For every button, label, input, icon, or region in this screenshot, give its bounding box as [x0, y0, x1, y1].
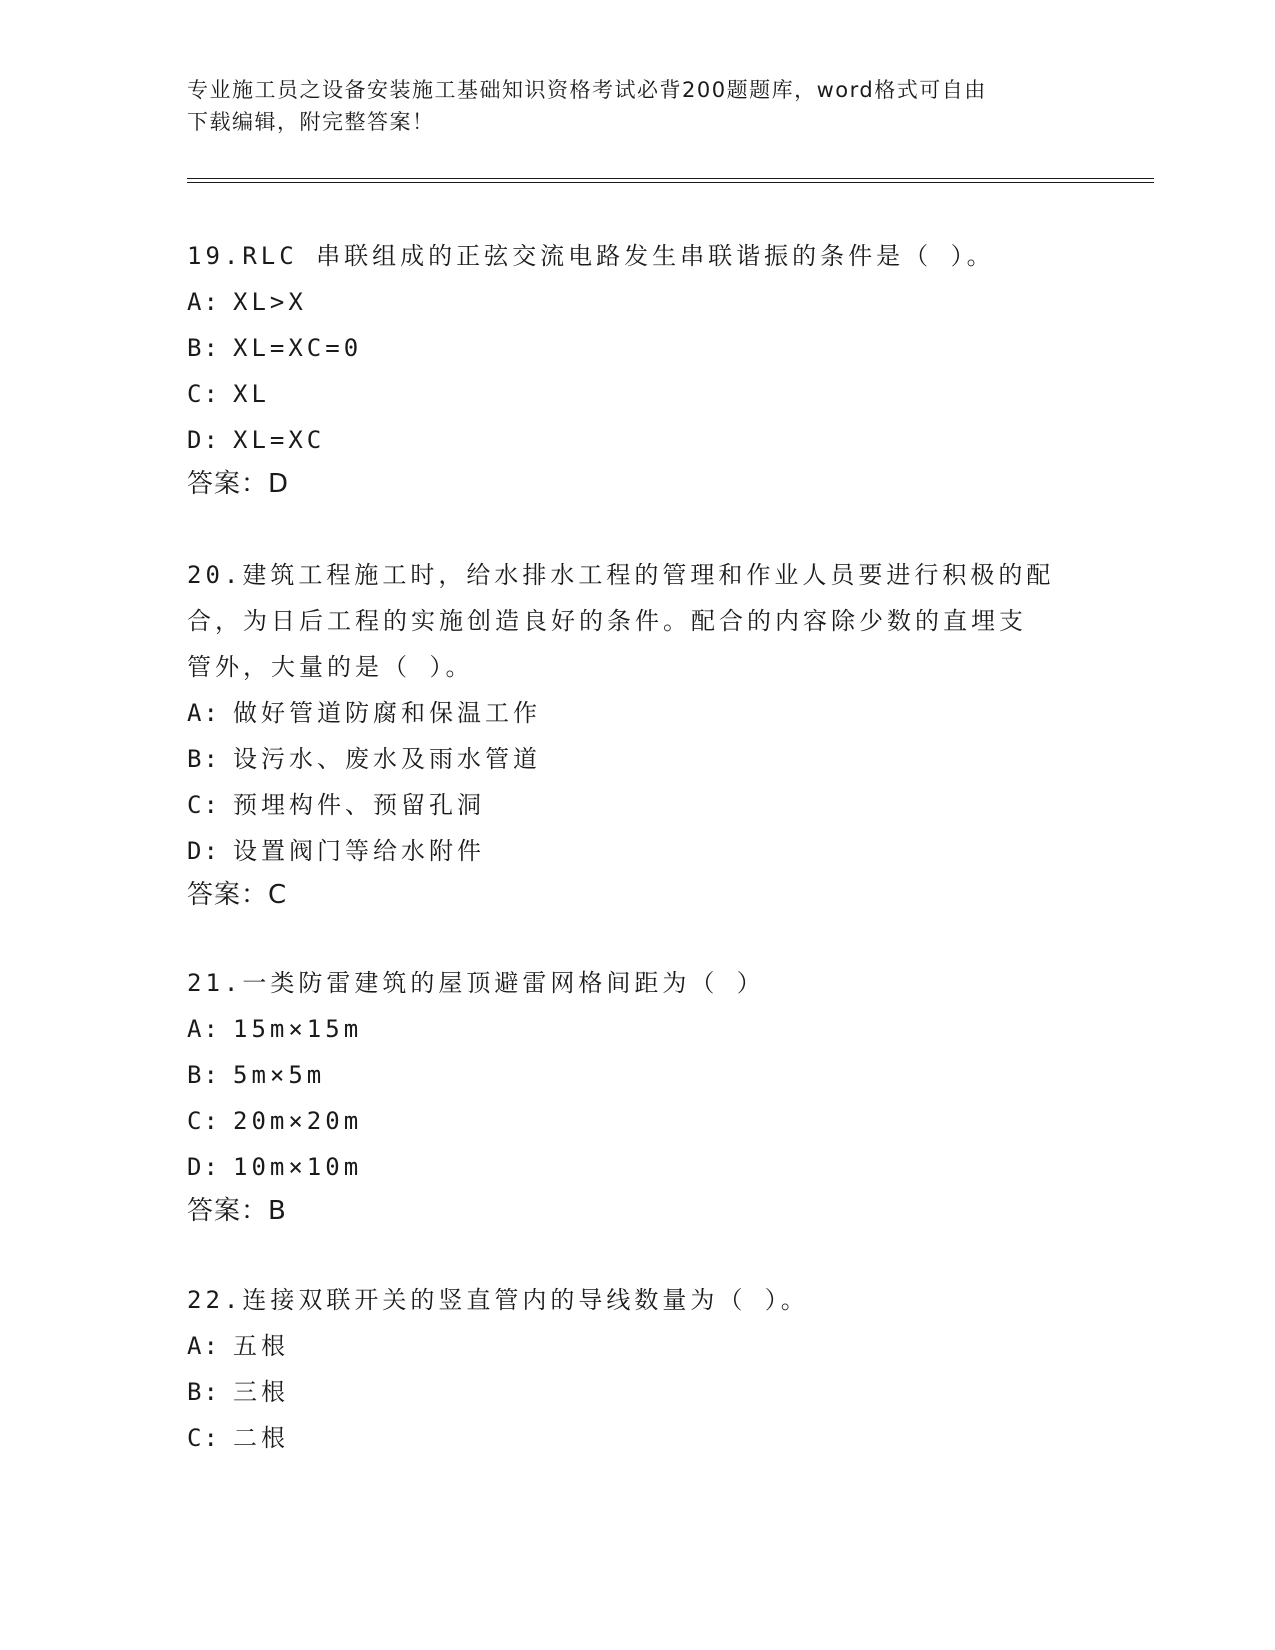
option-letter: D: — [187, 1153, 220, 1181]
answer-label: 答案：B — [187, 1196, 287, 1226]
option-d — [187, 828, 1087, 874]
option-c — [187, 371, 1087, 417]
option-b — [187, 325, 1087, 371]
question-20 — [187, 552, 1087, 916]
question-stem-line: 20.建筑工程施工时，给水排水工程的管理和作业人员要进行积极的配 — [187, 561, 1055, 589]
question-stem — [187, 233, 1087, 279]
option-letter: A: — [187, 1332, 220, 1360]
option-letter: B: — [187, 745, 220, 773]
option-text: 设污水、废水及雨水管道 — [233, 745, 541, 773]
option-text: 二根 — [233, 1424, 289, 1452]
option-c — [187, 1098, 1087, 1144]
option-letter: B: — [187, 1061, 220, 1089]
option-b — [187, 736, 1087, 782]
answer-label: 答案：D — [187, 469, 290, 499]
option-b — [187, 1052, 1087, 1098]
option-letter: C: — [187, 380, 220, 408]
question-stem-line: 管外，大量的是（ ）。 — [187, 653, 474, 681]
option-c — [187, 782, 1087, 828]
document-header — [187, 74, 1067, 138]
option-a — [187, 1006, 1087, 1052]
option-letter: C: — [187, 1424, 220, 1452]
option-letter: D: — [187, 426, 220, 454]
option-d — [187, 1144, 1087, 1190]
question-stem — [187, 1277, 1087, 1323]
option-letter: A: — [187, 699, 220, 727]
option-text: XL=XC — [233, 426, 326, 454]
option-text: 15m×15m — [233, 1015, 363, 1043]
option-a — [187, 279, 1087, 325]
option-letter: B: — [187, 1378, 220, 1406]
option-letter: A: — [187, 288, 220, 316]
option-letter: A: — [187, 1015, 220, 1043]
option-text: XL — [233, 380, 270, 408]
option-text: 预埋构件、预留孔洞 — [233, 791, 485, 819]
option-text: 设置阀门等给水附件 — [233, 837, 485, 865]
option-text: XL>X — [233, 288, 307, 316]
option-text: 5m×5m — [233, 1061, 326, 1089]
option-letter: B: — [187, 334, 220, 362]
option-d — [187, 417, 1087, 463]
header-divider-top — [187, 178, 1154, 179]
option-letter: D: — [187, 837, 220, 865]
header-line-2: 下载编辑，附完整答案！ — [187, 110, 435, 134]
option-letter: C: — [187, 1107, 220, 1135]
option-b — [187, 1369, 1087, 1415]
question-19 — [187, 233, 1087, 505]
question-stem — [187, 960, 1087, 1006]
option-a — [187, 1323, 1087, 1369]
option-a — [187, 690, 1087, 736]
option-c — [187, 1415, 1087, 1461]
option-text: XL=XC=0 — [233, 334, 363, 362]
option-text: 10m×10m — [233, 1153, 363, 1181]
option-text: 20m×20m — [233, 1107, 363, 1135]
answer-label: 答案：C — [187, 880, 288, 910]
question-stem-line: 合，为日后工程的实施创造良好的条件。配合的内容除少数的直埋支 — [187, 607, 1027, 635]
option-text: 做好管道防腐和保温工作 — [233, 699, 541, 727]
question-stem-line: 21.一类防雷建筑的屋顶避雷网格间距为（ ） — [187, 969, 765, 997]
option-text: 五根 — [233, 1332, 289, 1360]
question-22 — [187, 1277, 1087, 1461]
question-stem-line: 19.RLC 串联组成的正弦交流电路发生串联谐振的条件是（ ）。 — [187, 242, 995, 270]
question-21 — [187, 960, 1087, 1232]
question-stem-line: 22.连接双联开关的竖直管内的导线数量为（ ）。 — [187, 1286, 809, 1314]
option-text: 三根 — [233, 1378, 289, 1406]
question-stem — [187, 552, 1087, 690]
header-divider-bottom — [187, 182, 1154, 183]
header-line-1: 专业施工员之设备安装施工基础知识资格考试必背200题题库，word格式可自由 — [187, 78, 987, 102]
option-letter: C: — [187, 791, 220, 819]
